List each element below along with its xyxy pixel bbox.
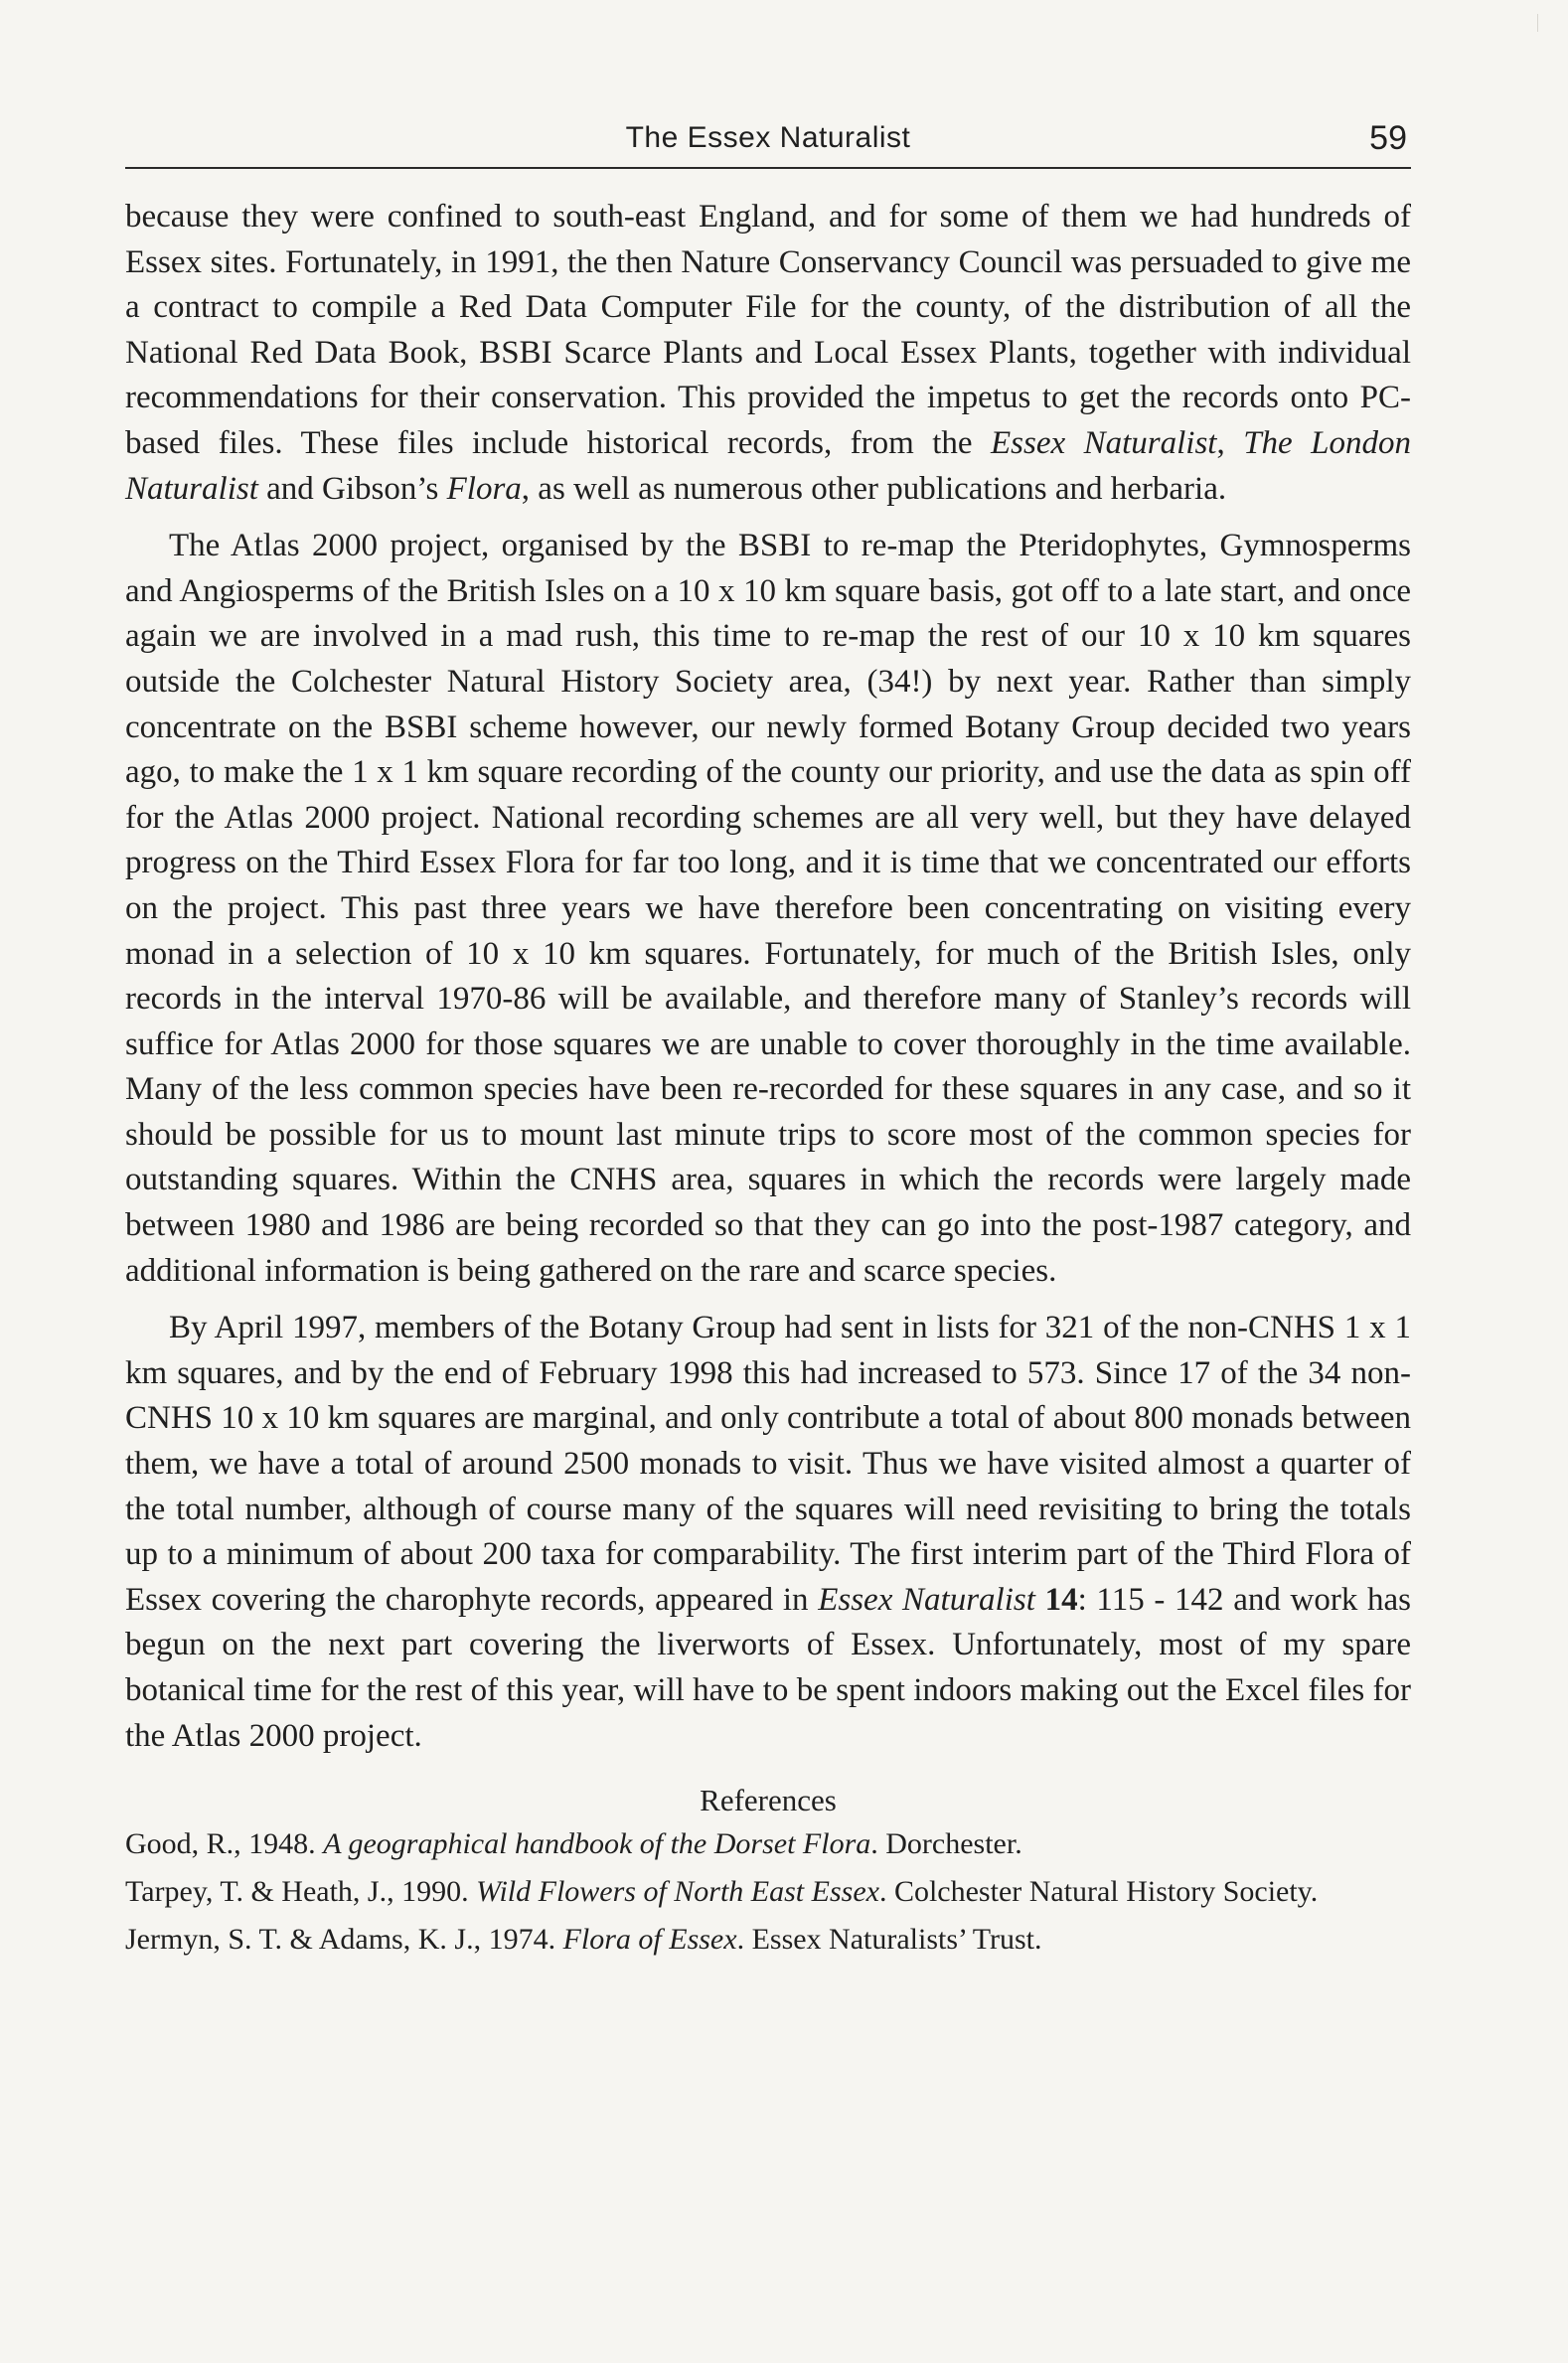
bold-text: 14	[1044, 1581, 1078, 1618]
italic-text: Wild Flowers of North East Essex	[476, 1875, 879, 1909]
paragraph: because they were confined to south-east England, and for some of them we had hundreds of Essex sites. Fortunately, in 1991, the then Nature Conservancy Council was persuaded to give me a contract to compile a Red Data Computer File for the county, of the distribution of all the National Red Data Book, BSBI Scarce Plants and Local Essex Plants, together with individual recommendations for their conservation. This provided the impetus to get the records onto PC-based files. These files include historical records, from the Essex Naturalist, The London Naturalist and Gibson’s Flora, as well as numerous other publications and herbaria.	[125, 199, 1411, 507]
italic-text: A geographical handbook of the Dorset Flora	[323, 1827, 871, 1861]
page-edge-mark	[1537, 14, 1538, 32]
reference-item: Jermyn, S. T. & Adams, K. J., 1974. Flora of Essex. Essex Naturalists’ Trust.	[125, 1923, 1042, 1957]
italic-text: Essex Naturalist	[818, 1581, 1035, 1618]
reference-item: Tarpey, T. & Heath, J., 1990. Wild Flowers of North East Essex. Colchester Natural History Society.	[125, 1875, 1319, 1909]
italic-text: The London Naturalist	[125, 424, 1411, 507]
paragraph: The Atlas 2000 project, organised by the BSBI to re-map the Pteridophytes, Gymnosperms and Angiosperms of the British Isles on a 10 x 10 km square basis, got off to a late start, and once again we are involved in a mad rush, this time to re-map the rest of our 10 x 10 km squares outside the Colchester Natural History Society area, (34!) by next year. Rather than simply concentrate on the BSBI scheme however, our newly formed Botany Group decided two years ago, to make the 1 x 1 km square recording of the county our priority, and use the data as spin off for the Atlas 2000 project. National recording schemes are all very well, but they have delayed progress on the Third Essex Flora for far too long, and it is time that we concentrated our efforts on the project. This past three years we have therefore been concentrating on visiting every monad in a selection of 10 x 10 km squares. Fortunately, for much of the British Isles, only records in the interval 1970-86 will be available, and therefore many of Stanley’s records will suffice for Atlas 2000 for those squares we are unable to cover thoroughly in the time available. Many of the less common species have been re-recorded for these squares in any case, and so it should be possible for us to mount last minute trips to score most of the common species for outstanding squares. Within the CNHS area, squares in which the records were largely made between 1980 and 1986 are being recorded so that they can go into the post-1987 category, and additional information is being gathered on the rare and scarce species.	[125, 528, 1411, 1289]
journal-page	[125, 109, 1411, 1968]
reference-item: Good, R., 1948. A geographical handbook of the Dorset Flora. Dorchester.	[125, 1827, 1022, 1861]
italic-text: Flora	[446, 470, 522, 507]
italic-text: Flora of Essex	[562, 1923, 737, 1957]
references-heading: References	[700, 1783, 837, 1818]
running-header	[125, 109, 1411, 169]
paragraph: By April 1997, members of the Botany Group had sent in lists for 321 of the non-CNHS 1 x 1 km squares, and by the end of February 1998 this had increased to 573. Since 17 of the 34 non-CNHS 10 x 10 km squares are marginal, and only contribute a total of about 800 monads between them, we have a total of around 2500 monads to visit. Thus we have visited almost a quarter of the total number, although of course many of the squares will need revisiting to bring the totals up to a minimum of about 200 taxa for comparability. The first interim part of the Third Flora of Essex covering the charophyte records, appeared in Essex Naturalist 14: 115 - 142 and work has begun on the next part covering the liverworts of Essex. Unfortunately, most of my spare botanical time for the rest of this year, will have to be spent indoors making out the Excel files for the Atlas 2000 project.	[125, 1310, 1412, 1754]
article-body	[125, 195, 1411, 1759]
italic-text: Essex Naturalist	[991, 424, 1217, 461]
references-list	[125, 1824, 1411, 1960]
page-number: 59	[1369, 119, 1407, 157]
running-title: The Essex Naturalist	[625, 121, 911, 154]
